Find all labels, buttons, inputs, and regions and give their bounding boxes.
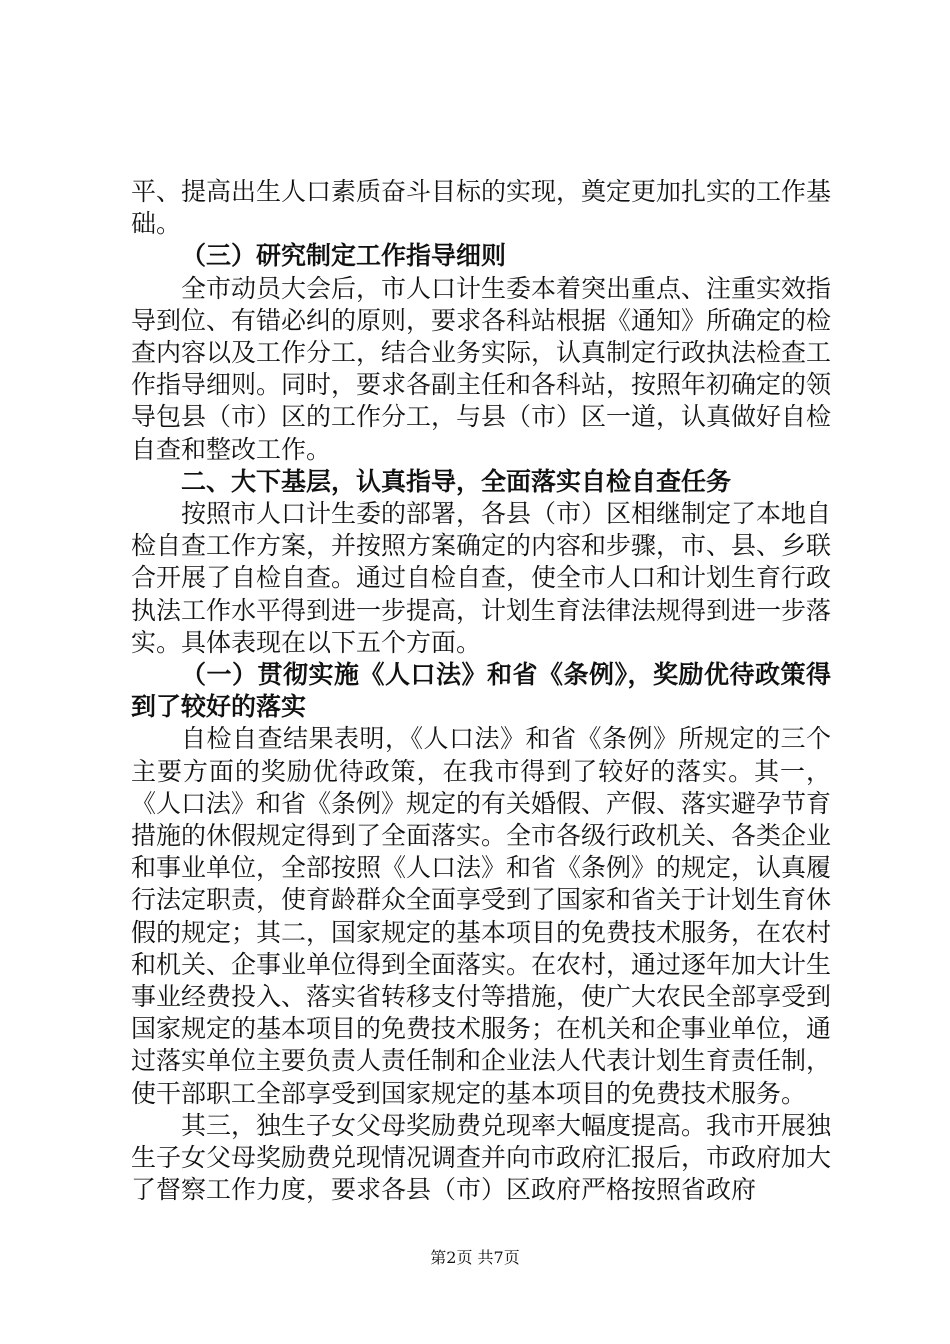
section-heading-1: （一）贯彻实施《人口法》和省《条例》，奖励优待政策得到了较好的落实 bbox=[131, 660, 831, 722]
paragraph-body: 自检自查结果表明，《人口法》和省《条例》所规定的三个主要方面的奖励优待政策，在我市得到了较好的落实。其一，《人口法》和省《条例》规定的有关婚假、产假、落实避孕节育措施的休假规定得到了全面落实。全市各级行政机关、各类企业和事业单位，全部按照《人口法》和省《条例》的规定，认真履行法定职责，使育龄群众全面享受到了国家和省关于计划生育休假的规定；其二，国家规定的基本项目的免费技术服务，在农村和机关、企事业单位得到全面落实。在农村，通过逐年加大计生事业经费投入、落实省转移支付等措施，使广大农民全部享受到国家规定的基本项目的免费技术服务；在机关和企事业单位，通过落实单位主要负责人责任制和企业法人代表计划生育责任制，使干部职工全部享受到国家规定的基本项目的免费技术服务。 bbox=[131, 724, 832, 1108]
paragraph-body: 全市动员大会后，市人口计生委本着突出重点、注重实效指导到位、有错必纠的原则，要求各科站根据《通知》所确定的检查内容以及工作分工，结合业务实际，认真制定行政执法检查工作指导细则。同时，要求各副主任和各科站，按照年初确定的领导包县（市）区的工作分工，与县（市）区一道，认真做好自检自查和整改工作。 bbox=[131, 273, 832, 464]
section-heading-3: （三）研究制定工作指导细则 bbox=[181, 241, 507, 271]
paragraph-body: 按照市人口计生委的部署，各县（市）区相继制定了本地自检自查工作方案，并按照方案确定的内容和步骤，市、县、乡联合开展了自检自查。通过自检自查，使全市人口和计划生育行政执法工作水平得到进一步提高，计划生育法律法规得到进一步落实。具体表现在以下五个方面。 bbox=[131, 499, 832, 657]
page-number-footer: 第2页 共7页 bbox=[430, 1248, 520, 1267]
paragraph-body: 其三，独生子女父母奖励费兑现率大幅度提高。我市开展独生子女父母奖励费兑现情况调查并向市政府汇报后，市政府加大了督察工作力度，要求各县（市）区政府严格按照省政府 bbox=[131, 1110, 832, 1205]
document-body bbox=[131, 176, 831, 1207]
paragraph-continuation: 平、提高出生人口素质奋斗目标的实现，奠定更加扎实的工作基础。 bbox=[131, 177, 832, 239]
section-heading-2: 二、大下基层，认真指导，全面落实自检自查任务 bbox=[181, 466, 732, 496]
